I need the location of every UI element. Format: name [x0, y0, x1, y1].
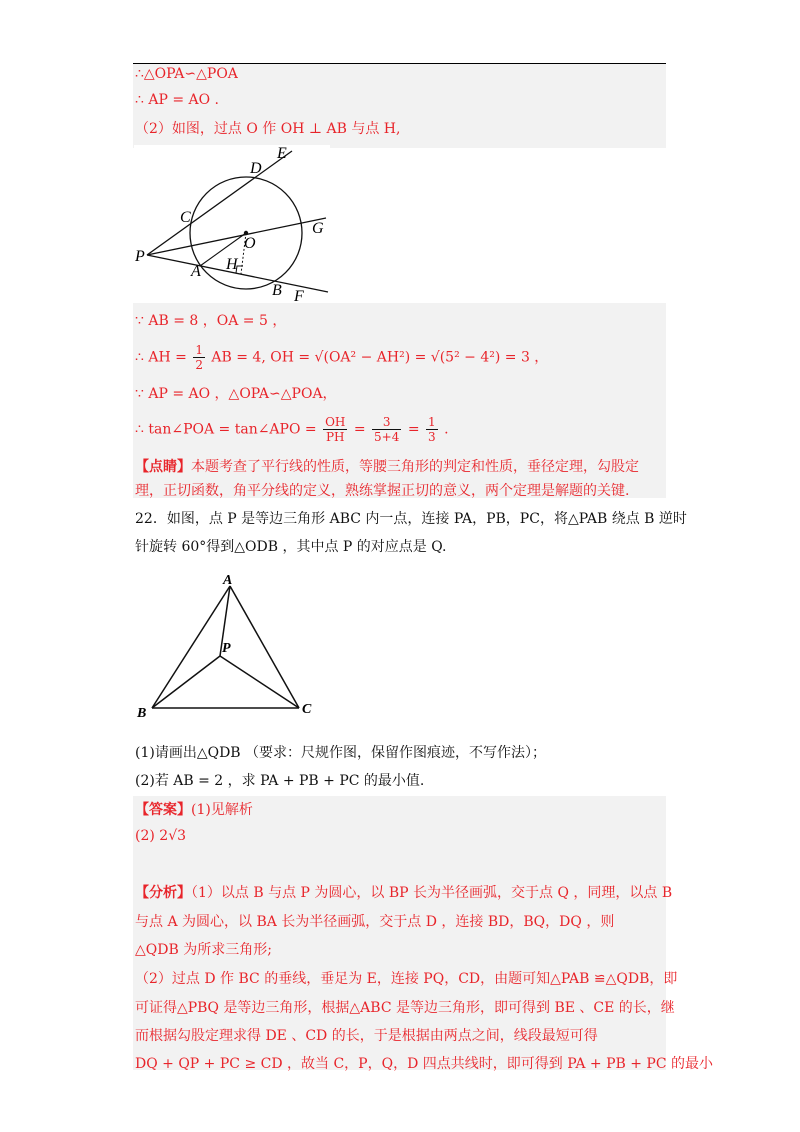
label-o: O — [244, 235, 256, 252]
step-4-end: . — [444, 421, 449, 438]
fraction-oh-ph — [323, 415, 347, 444]
label-d: D — [250, 160, 262, 177]
analysis-line-7: DQ + QP + PC ≥ CD ，故当 C，P，Q，D 四点共线时，即可得到 PA + PB + PC 的最小 — [135, 1056, 713, 1072]
frac-den: 3 — [428, 430, 436, 444]
step-2-suffix: AB = 4, OH = √(OA² − AH²) = √(5² − 4²) = 3 ， — [211, 349, 549, 366]
label-g: G — [312, 220, 324, 237]
answer-tag: 【答案】 — [135, 802, 191, 818]
analysis-text-1: （1）以点 B 与点 P 为圆心，以 BP 长为半径画弧，交于点 Q ，同理，以点 B — [191, 885, 673, 901]
segment-pb — [152, 656, 220, 708]
analysis-line-3: △QDB 为所求三角形; — [135, 942, 272, 958]
frac-den: 2 — [195, 358, 203, 372]
triangle-figure — [134, 570, 319, 720]
solution-line-2: ∴ AP = AO . — [135, 92, 220, 108]
label-b: B — [272, 282, 282, 299]
label-e: E — [277, 145, 287, 162]
label-c: C — [180, 209, 191, 226]
question-22-line-1: 22．如图，点 P 是等边三角形 ABC 内一点，连接 PA，PB，PC，将△PAB 绕点 B 逆时 — [135, 511, 687, 527]
label-b: B — [137, 706, 147, 720]
solution-line-3: （2）如图，过点 O 作 OH ⊥ AB 与点 H, — [135, 121, 401, 137]
frac-num: 3 — [372, 415, 401, 430]
question-22-part-2: (2)若 AB = 2 ，求 PA + PB + PC 的最小值. — [135, 773, 425, 789]
comment-text: 本题考查了平行线的性质，等腰三角形的判定和性质，垂径定理，勾股定理，正切函数，角平分线的定义，熟练掌握正切的意义，两个定理是解题的关键. — [135, 459, 639, 499]
fraction-one-third — [426, 415, 438, 444]
frac-den: 5+4 — [374, 430, 400, 444]
label-c: C — [302, 702, 312, 717]
fraction-half — [193, 343, 205, 372]
analysis-line-2: 与点 A 为圆心，以 BA 长为半径画弧，交于点 D ，连接 BD，BQ，DQ ，则 — [135, 914, 615, 930]
step-4 — [135, 415, 449, 444]
answer-line-1 — [135, 799, 253, 819]
analysis-line-1 — [135, 882, 672, 902]
frac-num: 1 — [428, 415, 436, 429]
step-4-prefix: ∴ tan∠POA = tan∠APO = — [135, 421, 317, 438]
label-p: P — [135, 248, 145, 265]
analysis-line-6: 而根据勾股定理求得 DE 、CD 的长，于是根据由两点之间，线段最短可得 — [135, 1028, 598, 1044]
fraction-3-9 — [372, 415, 401, 444]
step-2-prefix: ∴ AH = — [135, 349, 187, 366]
answer-part-1: (1)见解析 — [191, 802, 253, 818]
analysis-line-5: 可证得△PBQ 是等边三角形，根据△ABC 是等边三角形，即可得到 BE 、CE 的长，继 — [135, 1000, 675, 1016]
answer-part-2: (2) 2√3 — [135, 828, 187, 844]
side-ac — [230, 586, 299, 708]
step-1: ∵ AB = 8 ，OA = 5 ， — [135, 313, 287, 329]
equals-sign: = — [353, 421, 366, 438]
analysis-tag: 【分析】 — [135, 885, 191, 901]
side-ab — [152, 586, 230, 708]
label-a: A — [191, 263, 201, 280]
label-p: P — [222, 641, 231, 656]
segment-pc — [220, 656, 299, 708]
label-a: A — [223, 573, 233, 588]
step-3: ∵ AP = AO ，△OPA∽△POA， — [135, 386, 337, 402]
step-2 — [135, 343, 548, 372]
question-22-line-2: 针旋转 60°得到△ODB ，其中点 P 的对应点是 Q. — [135, 539, 447, 555]
comment-block — [135, 455, 663, 503]
frac-num: 1 — [195, 343, 203, 357]
question-22-part-1: (1)请画出△QDB （要求：尺规作图，保留作图痕迹，不写作法）； — [135, 745, 547, 761]
frac-num: OH — [325, 415, 346, 429]
label-h: H — [226, 256, 238, 273]
comment-tag: 【点睛】 — [135, 459, 191, 475]
label-f: F — [294, 288, 304, 303]
analysis-line-4: （2）过点 D 作 BC 的垂线，垂足为 E，连接 PQ，CD，由题可知△PAB ≌△QDB，即 — [135, 971, 678, 987]
frac-den: PH — [325, 430, 345, 444]
equals-sign: = — [407, 421, 420, 438]
solution-line-1: ∴△OPA∽△POA — [135, 66, 238, 82]
circle-secant-figure — [134, 145, 330, 303]
